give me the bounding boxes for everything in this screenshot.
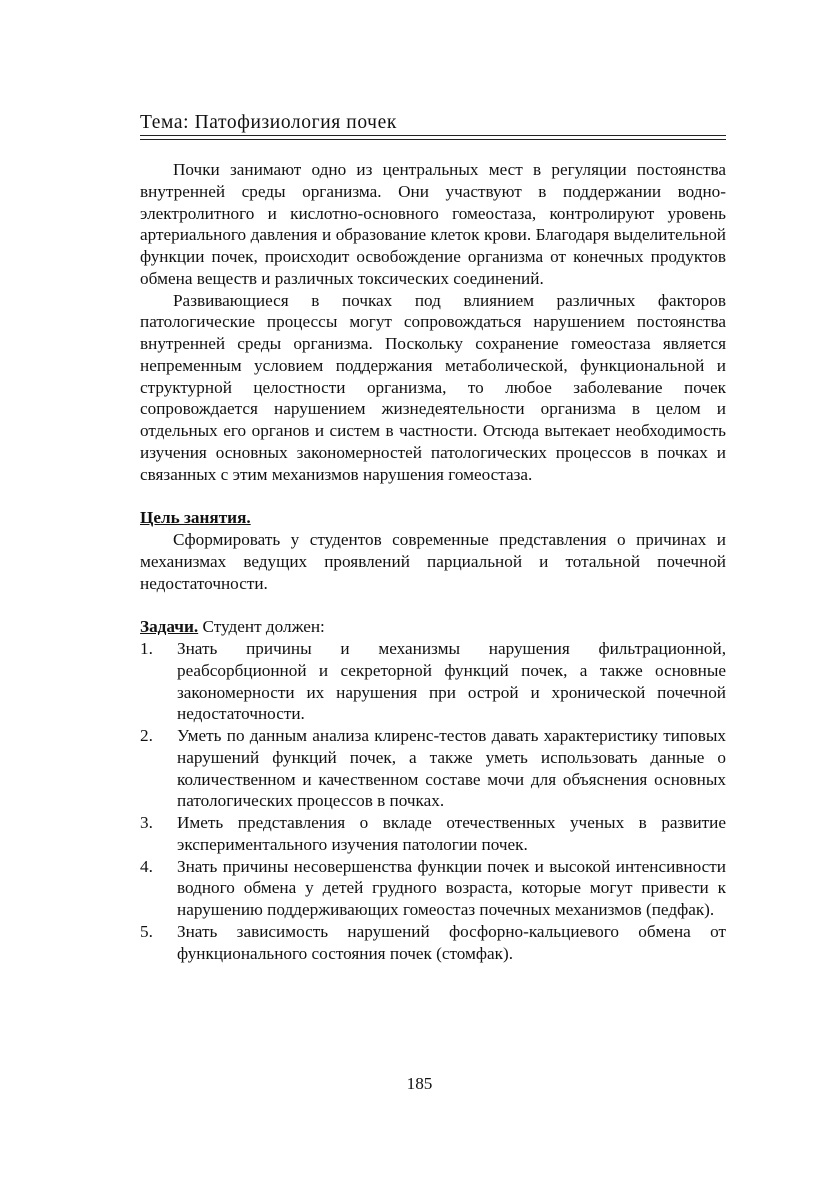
header-rule-top [140,135,726,136]
section-spacer [140,485,726,507]
list-item [140,812,726,856]
page-content [140,159,726,964]
tasks-label: Задачи. [140,617,199,637]
page-number: 185 [406,1074,433,1093]
list-item-text: Знать зависимость нарушений фосфорно-кальциевого обмена от функционального состояния почек (стомфак). [177,921,726,963]
list-item [140,856,726,921]
list-item [140,725,726,812]
tasks-heading [140,616,726,638]
list-item-number: 1. [140,639,153,658]
list-item-number: 5. [140,921,153,941]
tasks-intro: Студент должен: [198,617,325,637]
goal-text: Сформировать у студентов современные представления о причинах и механизмах ведущих проявлений парциальной и тотальной почечной недостаточности. [140,530,726,593]
list-item-text: Знать причины несовершенства функции почек и высокой интенсивности водного обмена у детей грудного возраста, которые могут привести к нарушению поддерживающих гомеостаз почечных механизмов (педфак). [177,856,726,919]
list-item-text: Уметь по данным анализа клиренс-тестов давать характеристику типовых нарушений функций почек, а также уметь использовать данные о количественном и качественном составе мочи для объяснения основных патологических процессов в почках. [177,726,726,811]
list-item-text: Знать причины и механизмы нарушения фильтрационной, реабсорбционной и секреторной функций почек, а также основные закономерности их нарушения при острой и хронической почечной недостаточности. [177,639,726,724]
list-item-text: Иметь представления о вкладе отечественных ученых в развитие экспериментального изучения патологии почек. [177,813,726,854]
intro-paragraph-2: Развивающиеся в почках под влиянием различных факторов патологические процессы могут сопровождаться нарушением постоянства внутренней среды организма. Поскольку сохранение гомеостаза является непременным условием поддержания метаболической, функциональной и структурной целостности организма, то любое заболевание почек сопровождается нарушением жизнедеятельности организма в целом и отдельных его органов и систем в частности. Отсюда вытекает необходимость изучения основных закономерностей патологических процессов в почках и связанных с этим механизмов нарушения гомеостаза. [140,290,726,484]
page-title: Тема: Патофизиология почек [140,112,397,133]
intro-paragraph-1: Почки занимают одно из центральных мест в регуляции постоянства внутренней среды организма. Они участвуют в поддержании водно-электролитного и кислотно-основного гомеостаза, контролируют уровень артериального давления и образование клеток крови. Благодаря выделительной функции почек, происходит освобождение организма от конечных продуктов обмена веществ и различных токсических соединений. [140,160,726,288]
list-item-number: 4. [140,856,153,876]
list-item-number: 2. [140,726,153,745]
section-spacer [140,594,726,616]
goal-title: Цель занятия. [140,508,251,528]
header-rule-bottom [140,139,726,140]
tasks-list [140,638,726,964]
list-item-number: 3. [140,813,153,832]
list-item [140,921,726,965]
list-item [140,638,726,725]
